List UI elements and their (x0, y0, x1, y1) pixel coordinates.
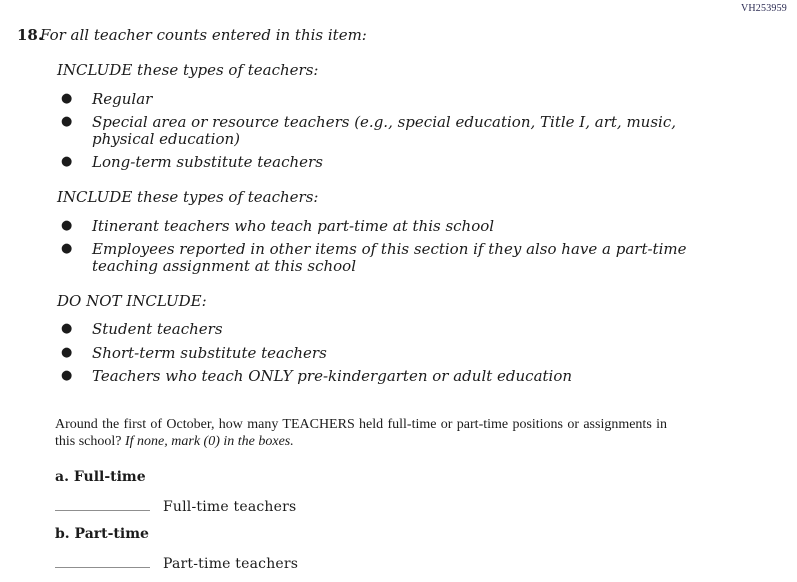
answer-area (55, 469, 797, 573)
bullet-icon: ● (61, 114, 73, 129)
bullet-list (57, 214, 797, 278)
section-heading: DO NOT INCLUDE: (57, 291, 207, 310)
bullet-icon: ● (61, 368, 73, 383)
bullet-text: Regular (92, 89, 153, 108)
full-time-label: a. Full-time (55, 469, 146, 485)
part-time-label: b. Part-time (55, 526, 149, 542)
part-time-answer (55, 526, 797, 573)
item-18-header (0, 0, 797, 44)
bullet-list (57, 318, 797, 389)
item-title: For all teacher counts entered in this item: (40, 26, 367, 44)
list-item (57, 151, 797, 175)
full-time-input-line[interactable] (55, 496, 150, 511)
bullet-icon: ● (61, 90, 73, 106)
bullet-text: Teachers who teach ONLY pre-kindergarten or adult education (92, 367, 573, 385)
section-heading: INCLUDE these types of teachers: (57, 188, 319, 206)
item-number: 18. (17, 26, 44, 44)
form-code: VH253959 (740, 3, 787, 14)
list-item (57, 318, 797, 342)
bullet-text: Special area or resource teachers (e.g., special education, Title I, art, music, physical education) (92, 113, 676, 148)
list-item (57, 111, 797, 151)
bullet-list (57, 87, 797, 174)
full-time-entry-row (55, 496, 797, 516)
bullet-icon: ● (61, 344, 73, 360)
full-time-blank-label: Full-time teachers (163, 499, 297, 515)
part-time-input-line[interactable] (55, 553, 150, 568)
full-time-answer (55, 469, 797, 516)
bullet-text: Short-term substitute teachers (92, 343, 327, 362)
bullet-text: Long-term substitute teachers (92, 153, 323, 171)
do-not-include-section (57, 292, 797, 389)
list-item (57, 214, 797, 238)
bullet-icon: ● (61, 321, 73, 336)
bullet-icon: ● (61, 241, 73, 256)
bullet-text: Student teachers (92, 320, 223, 338)
include-section-1 (57, 61, 797, 174)
bullet-text: Itinerant teachers who teach part-time at this school (92, 216, 495, 235)
list-item (57, 365, 797, 389)
list-item (57, 238, 797, 278)
bullet-icon: ● (61, 217, 73, 233)
part-time-entry-row (55, 553, 797, 573)
question-main: Around the first of October, how many TEACHERS held full-time or part-time positions or assignments in this school? (55, 417, 667, 449)
list-item (57, 341, 797, 365)
question-text (55, 416, 667, 450)
question-note: If none, mark (0) in the boxes. (125, 434, 294, 449)
include-section-2 (57, 188, 797, 278)
section-heading: INCLUDE these types of teachers: (57, 61, 319, 79)
list-item (57, 87, 797, 111)
part-time-blank-label: Part-time teachers (163, 556, 299, 572)
instructions (57, 61, 797, 388)
bullet-icon: ● (61, 154, 73, 169)
bullet-text: Employees reported in other items of this section if they also have a part-time teaching assignment at this school (92, 240, 687, 275)
